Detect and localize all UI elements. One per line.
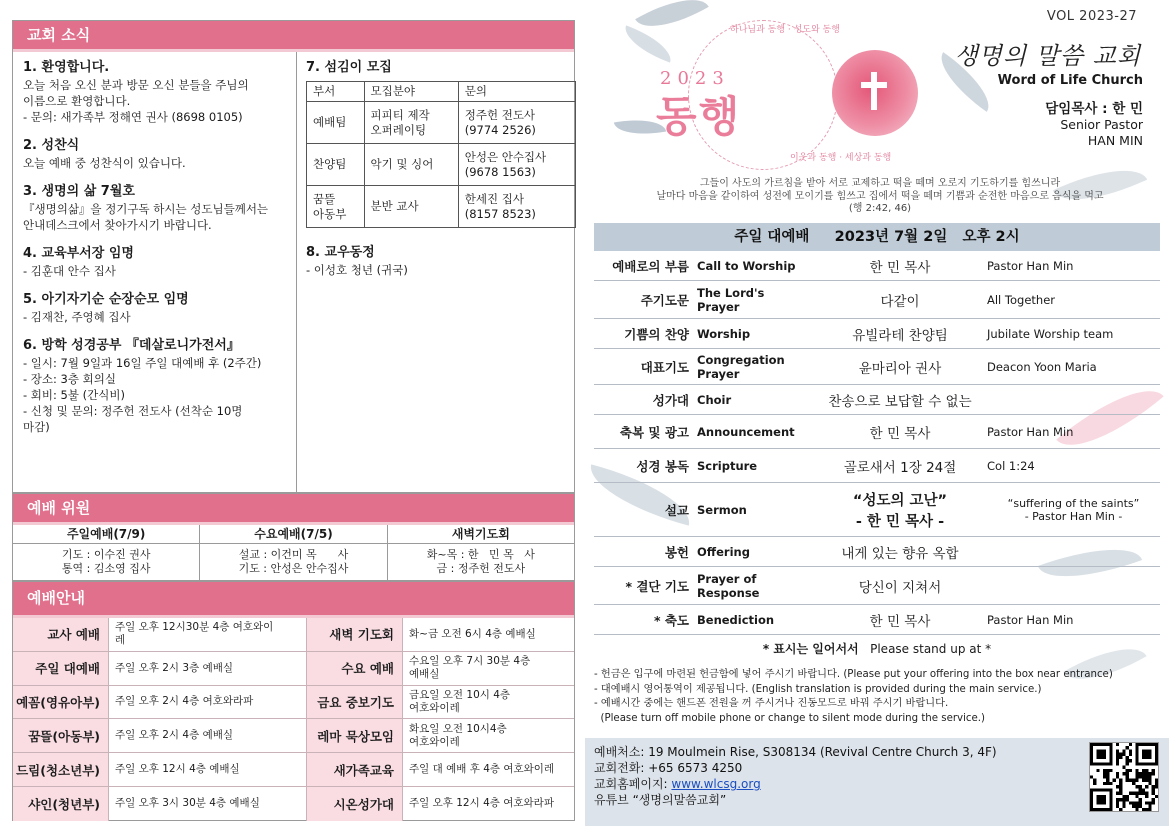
guide-label: 드림(청소년부)	[13, 753, 109, 786]
order-item-en: Worship	[697, 326, 751, 341]
news-item-title: 6. 방학 성경공부 『데살로니가전서』	[23, 338, 240, 353]
order-item-en: Offering	[697, 544, 750, 559]
news-section	[12, 20, 575, 493]
recruit-title: 7. 섬김이 모집	[306, 60, 392, 75]
order-item-en: Announcement	[697, 424, 795, 439]
news-left-column	[23, 59, 291, 447]
notice-line: (Please turn off mobile phone or change to silent mode during the service.)	[594, 712, 985, 724]
order-item-kr: 예배로의 부름	[612, 258, 689, 274]
guide-header: 예배안내	[13, 582, 574, 615]
address: 예배처소: 19 Moulmein Rise, S308134 (Revival Centre Church 3, 4F)	[594, 745, 997, 759]
notice-line: - 헌금은 입구에 마련된 헌금함에 넣어 주시기 바랍니다. (Please put your offering into the box near entrance)	[594, 669, 1113, 680]
staff-header: 예배 위원	[13, 494, 574, 522]
order-leader-en: Pastor Han Min	[987, 424, 1074, 439]
guide-value: 주일 대 예배 후 4층 여호와이레	[409, 763, 555, 776]
stand-up-note-en: Please stand up at *	[870, 642, 992, 656]
church-name-kr: 생명의 말씀 교회	[954, 42, 1141, 70]
news-item-line: - 문의: 새가족부 정해연 권사 (8698 0105)	[23, 110, 243, 124]
news-item-line: - 신청 및 문의: 정주헌 전도사 (선착순 10명	[23, 404, 243, 418]
qr-code-icon[interactable]	[1089, 742, 1159, 812]
order-leader: 한 민 목사	[869, 259, 931, 276]
table-row	[307, 186, 576, 228]
notice-line: - 예배시간 중에는 핸드폰 전원을 꺼 주시거나 진동모드로 바꿔 주시기 바랍니다.	[594, 698, 949, 709]
guide-label: 교사 예배	[13, 618, 109, 651]
guide-label: 꿈뜰(아동부)	[13, 719, 109, 752]
news-item-title: 2. 성찬식	[23, 138, 80, 153]
news-item-line: 안내데스크에서 찾아가시기 바랍니다.	[23, 218, 212, 232]
order-rows	[594, 251, 1160, 635]
staff-column-title: 수요예배(7/5)	[200, 525, 386, 544]
stand-up-note	[594, 640, 1160, 657]
table-row	[13, 686, 574, 720]
order-leader: 내게 있는 향유 옥합	[841, 545, 959, 562]
order-item-kr: 주기도문	[640, 292, 689, 308]
guide-value: 주일 오후 12시 4층 여호와라파	[409, 797, 554, 810]
church-name-en: Word of Life Church	[997, 73, 1143, 88]
table-row	[13, 753, 574, 787]
recruit-cell: 안성은 안수집사 (9678 1563)	[458, 144, 575, 186]
news-item-line: 이름으로 환영합니다.	[23, 94, 131, 108]
order-leader: 당신이 지쳐서	[858, 579, 942, 596]
order-row	[594, 385, 1160, 415]
verse-reference: (행 2:42, 46)	[848, 203, 912, 214]
senior-pastor-kr: 담임목사 : 한 민	[1045, 101, 1143, 117]
cross-icon-bar	[861, 82, 887, 88]
table-row	[13, 719, 574, 753]
order-leader-en: Col 1:24	[987, 458, 1035, 473]
order-row	[594, 605, 1160, 635]
guide-value: 금요일 오전 10시 4층 여호와이레	[409, 688, 511, 714]
recruit-header-cell: 문의	[458, 82, 575, 102]
church-info-footer	[585, 738, 1169, 826]
phone: 교회전화: +65 6573 4250	[594, 761, 743, 775]
left-page	[0, 0, 580, 826]
staff-line: 금 : 정주헌 전도사	[436, 562, 526, 575]
theme-ring-text-top: 하나님과 동행 · 성도와 동행	[730, 25, 840, 35]
recruit-table-header	[307, 82, 576, 102]
order-row	[594, 483, 1160, 537]
staff-column-title: 주일예배(7/9)	[13, 525, 199, 544]
news-item-line: 오늘 처음 오신 분과 방문 오신 분들을 주님의	[23, 78, 249, 92]
news-item-line: - 장소: 3층 회의실	[23, 372, 116, 386]
guide-value: 주일 오후 2시 4층 여호와라파	[109, 686, 307, 719]
staff-column-title: 새벽기도회	[388, 525, 574, 544]
staff-line: 기도 : 이수진 권사	[61, 548, 151, 561]
staff-column	[13, 525, 200, 580]
order-leader: 다같이	[880, 293, 920, 310]
recruit-header-cell: 모집분야	[364, 82, 458, 102]
scripture-verse	[600, 178, 1160, 216]
order-item-en: Benediction	[697, 612, 775, 627]
order-row	[594, 567, 1160, 605]
news-item-line: - 김훈대 안수 집사	[23, 264, 116, 278]
news-item	[23, 245, 291, 279]
news-item	[23, 337, 291, 435]
recruit-block	[306, 59, 571, 228]
order-row	[594, 537, 1160, 567]
order-leader: 한 민 목사	[869, 613, 931, 630]
order-item-kr: 성경 봉독	[636, 458, 689, 474]
news-item-line: 『생명의삶』을 정기구독 하시는 성도님들께서는	[23, 202, 269, 216]
recruit-cell: 정주헌 전도사 (9774 2526)	[458, 102, 575, 144]
order-item-en: Congregation Prayer	[697, 352, 785, 381]
news-item	[23, 183, 291, 233]
order-item-en: Choir	[697, 392, 732, 407]
theme-year: 2023	[660, 68, 730, 89]
staff-columns	[13, 525, 574, 580]
order-item-en: Prayer of Response	[697, 571, 760, 600]
order-leader-en: Jubilate Worship team	[987, 326, 1114, 341]
staff-line: 화~목 : 한 민 목 사	[426, 548, 535, 561]
volume-number: VOL 2023-27	[1046, 9, 1137, 24]
guide-value: 주일 오후 12시 4층 예배실	[109, 753, 307, 786]
order-leader: 골로새서 1장 24절	[843, 459, 957, 476]
order-item-kr: 봉헌	[664, 544, 689, 560]
worship-guide-section	[12, 581, 575, 821]
news-item-title: 1. 환영합니다.	[23, 60, 110, 75]
order-of-worship	[594, 223, 1160, 635]
guide-grid	[13, 618, 574, 820]
staff-line: 통역 : 김소영 집사	[61, 562, 151, 575]
order-item-en: Call to Worship	[697, 258, 796, 273]
order-row	[594, 251, 1160, 281]
news-header: 교회 소식	[13, 21, 574, 49]
theme-ring-text-bottom: 이웃과 동행 · 세상과 동행	[790, 153, 892, 163]
recruit-cell: 한세진 집사 (8157 8523)	[458, 186, 575, 228]
guide-value: 주일 오후 2시 4층 예배실	[109, 719, 307, 752]
order-leader-en: Deacon Yoon Maria	[987, 359, 1097, 374]
table-row	[13, 618, 574, 652]
youtube: 유튜브 “생명의말씀교회”	[594, 793, 727, 807]
guide-value: 화~금 오전 6시 4층 예배실	[409, 627, 536, 640]
guide-value: 주일 오후 2시 3층 예배실	[109, 652, 307, 685]
order-row	[594, 319, 1160, 349]
recruit-cell: 꿈뜰 아동부	[307, 186, 365, 228]
guide-label: 새가족교육	[307, 753, 403, 786]
news-item-line: 오늘 예배 중 성찬식이 있습니다.	[23, 156, 186, 170]
transfer-title: 8. 교우동정	[306, 245, 375, 260]
staff-column	[388, 525, 574, 580]
news-item-title: 5. 아기자기순 순장순모 임명	[23, 292, 189, 307]
guide-label: 예꼼(영유아부)	[13, 686, 109, 719]
order-item-kr: * 결단 기도	[625, 578, 689, 594]
table-row	[307, 144, 576, 186]
order-leader: 한 민 목사	[869, 425, 931, 442]
order-leader-en: Pastor Han Min	[987, 612, 1074, 627]
order-item-en: Scripture	[697, 458, 758, 473]
order-item-kr: * 축도	[653, 612, 689, 628]
news-item-line: - 회비: 5불 (간식비)	[23, 388, 125, 402]
guide-label: 금요 중보기도	[307, 686, 403, 719]
guide-value: 주일 오후 3시 30분 4층 예배실	[109, 787, 307, 821]
staff-column	[200, 525, 387, 580]
guide-value: 수요일 오후 7시 30분 4층 예배실	[409, 655, 531, 681]
news-item-title: 3. 생명의 삶 7월호	[23, 184, 135, 199]
transfer-block	[306, 244, 571, 278]
theme-title: 동행	[656, 92, 742, 141]
order-row	[594, 281, 1160, 319]
recruit-cell: 예배팀	[307, 102, 365, 144]
transfer-line: - 이성호 청년 (귀국)	[306, 263, 408, 277]
recruit-cell: 악기 및 싱어	[364, 144, 458, 186]
news-item	[23, 137, 291, 171]
news-item	[23, 291, 291, 325]
website: 교회홈페이지: www.wlcsg.org	[594, 777, 761, 791]
staff-line: 설교 : 이건미 목 사	[238, 548, 349, 561]
news-item-title: 4. 교육부서장 임명	[23, 246, 134, 261]
verse-line: 그들이 사도의 가르침을 받아 서로 교제하고 떡을 떼며 오로지 기도하기를 힘쓰니라	[699, 178, 1061, 189]
guide-label: 레마 묵상모임	[307, 719, 403, 752]
senior-pastor-name-en: HAN MIN	[1087, 133, 1143, 148]
order-item-kr: 축복 및 광고	[619, 424, 689, 440]
news-right-column	[306, 59, 571, 290]
website-link[interactable]: www.wlcsg.org	[671, 777, 761, 791]
news-item	[23, 59, 291, 125]
worship-staff-section	[12, 493, 575, 581]
recruit-table	[306, 81, 576, 228]
order-item-en: The Lord's Prayer	[697, 285, 765, 314]
news-divider	[296, 52, 297, 492]
table-row	[307, 102, 576, 144]
table-row	[13, 652, 574, 686]
guide-label: 새벽 기도회	[307, 618, 403, 651]
stand-up-note-kr: * 표시는 일어서서	[762, 642, 859, 656]
order-item-kr: 성가대	[652, 392, 689, 408]
guide-label: 샤인(청년부)	[13, 787, 109, 821]
order-row	[594, 449, 1160, 483]
verse-line: 날마다 마음을 같이하여 성전에 모이기를 힘쓰고 집에서 떡을 떼며 기쁨과 순전한 마음으로 음식을 먹고	[656, 190, 1104, 202]
guide-label: 시온성가대	[307, 787, 403, 821]
cross-icon	[871, 72, 877, 110]
order-row	[594, 349, 1160, 385]
senior-pastor-title-en: Senior Pastor	[1060, 117, 1143, 132]
guide-label: 주일 대예배	[13, 652, 109, 685]
order-item-kr: 기쁨의 찬양	[624, 326, 689, 342]
order-leader: 유빌라테 찬양팀	[852, 327, 948, 344]
recruit-cell: 찬양팀	[307, 144, 365, 186]
order-leader-en: All Together	[987, 292, 1055, 307]
news-item-line: - 일시: 7월 9일과 16일 주일 대예배 후 (2주간)	[23, 356, 262, 370]
guide-value: 화요일 오전 10시4층 여호와이레	[409, 722, 507, 748]
order-leader-en: Pastor Han Min	[987, 258, 1074, 273]
recruit-cell: 피피티 제작 오퍼레이팅	[364, 102, 458, 144]
table-row	[13, 787, 574, 821]
notice-line: - 대예배시 영어통역이 제공됩니다. (English translation is provided during the main service.)	[594, 683, 1042, 695]
order-item-kr: 대표기도	[640, 359, 689, 375]
guide-label: 수요 예배	[307, 652, 403, 685]
staff-line: 기도 : 안성은 안수집사	[238, 562, 349, 575]
leaf-decoration	[619, 25, 677, 62]
recruit-cell: 분반 교사	[364, 186, 458, 228]
order-item-en: Sermon	[697, 502, 747, 517]
news-item-line: - 김재찬, 주영혜 집사	[23, 310, 131, 324]
order-header: 주일 대예배 2023년 7월 2일 오후 2시	[594, 223, 1160, 251]
service-notices	[594, 668, 1166, 726]
order-item-kr: 설교	[664, 502, 689, 518]
order-leader: 찬송으로 보답할 수 없는	[828, 393, 972, 410]
guide-value: 주일 오후 12시30분 4층 여호와이 레	[109, 618, 307, 651]
order-leader: “성도의 고난” - 한 민 목사 -	[852, 492, 948, 530]
order-leader: 윤마리아 권사	[858, 360, 942, 377]
recruit-header-cell: 부서	[307, 82, 365, 102]
order-leader-en: “suffering of the saints” - Pastor Han Min -	[1007, 496, 1140, 523]
news-item-line: 마감)	[23, 420, 50, 434]
order-row	[594, 415, 1160, 449]
